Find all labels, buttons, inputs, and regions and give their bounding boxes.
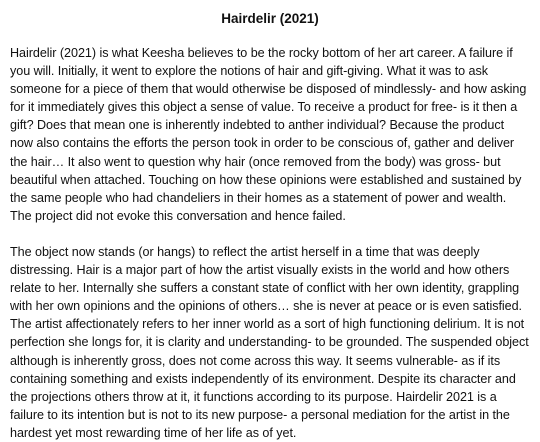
paragraph-concept: Hairdelir (2021) is what Keesha believes to be the rocky bottom of her art career. A failure if you will. Initially, it went to explore the notions of hair and gift-giving. What it was to ask someone for a piece of them that would otherwise be disposed of mindlessly- and how asking for it immediately gives this object a sense of value. To receive a product for free- is it then a gift? Does that mean one is inherently indebted to anther individual? Because the product now also contains the efforts the person took in order to be conscious of, gather and deliver the hair… It also went to question why hair (once removed from the body) was gross- but beautiful when attached. Touching on how these opinions were established and sustained by the same people who had chandeliers in their homes as a statement of power and wealth. The project did not evoke this conversation and hence failed. (10, 46, 527, 223)
paragraph-reflection: The object now stands (or hangs) to reflect the artist herself in a time that was deeply distressing. Hair is a major part of how the artist visually exists in the world and how others relate to her. Internally she suffers a constant state of conflict with her own identity, grappling with her own opinions and the opinions of others… she is never at peace or is even satisfied. The artist affectionately refers to her inner world as a sort of high functioning delirium. It is not perfection she longs for, it is clarity and understanding- to be grounded. The suspended object although is inherently gross, does not come across this way. It seems vulnerable- as if its containing something and exists independently of its environment. Despite its character and the projections others throw at it, it functions according to its purpose. Hairdelir 2021 is a failure to its intention but is not to its new purpose- a personal mediation for the artist in the hardest yet most rewarding time of her life as of yet. (10, 244, 529, 440)
document-title: Hairdelir (2021) (221, 11, 319, 26)
